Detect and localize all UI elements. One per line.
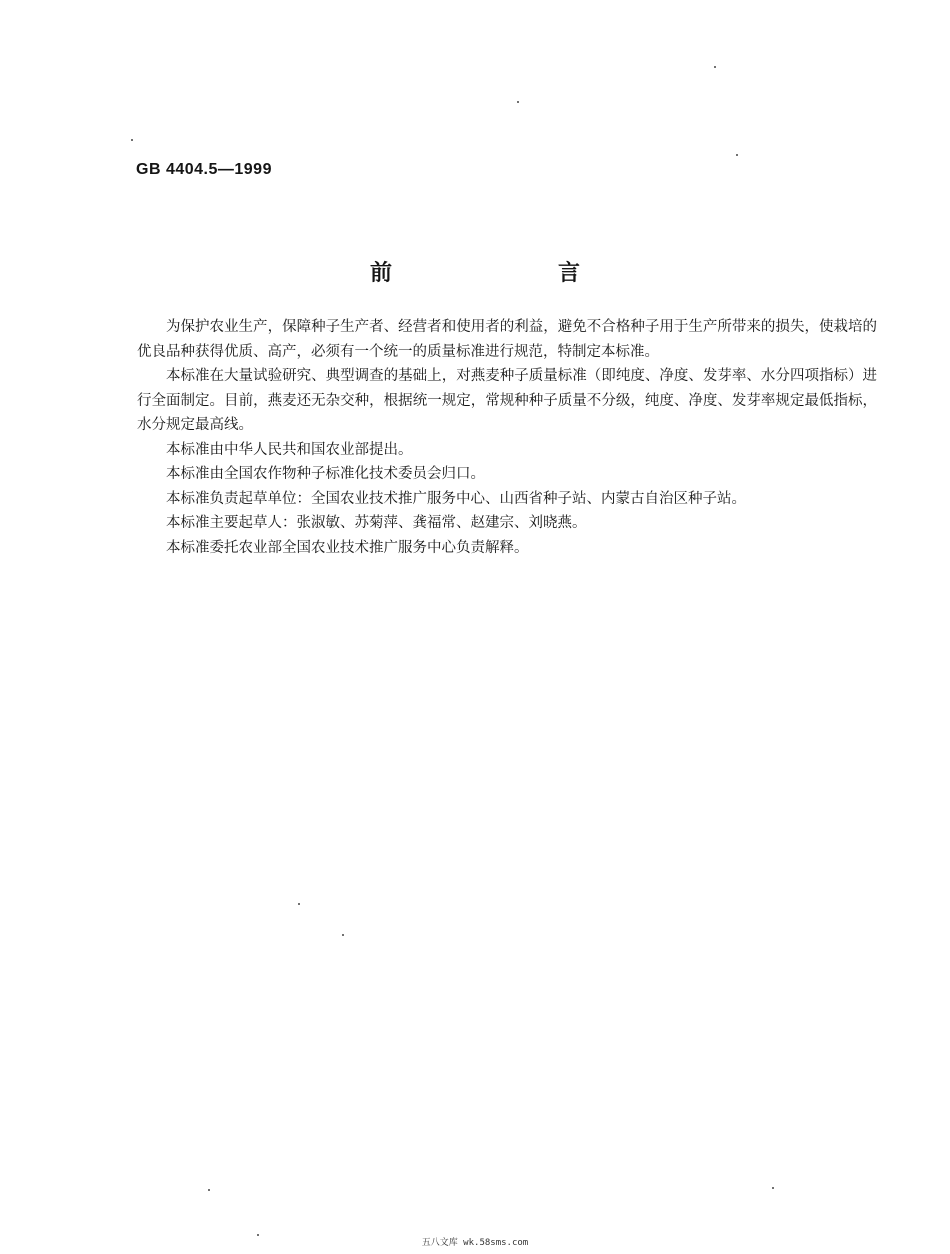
- paragraph-basis: 本标准在大量试验研究、典型调查的基础上，对燕麦种子质量标准（即纯度、净度、发芽率、水分四项指标）进行全面制定。目前，燕麦还无杂交种，根据统一规定，常规种种子质量不分级，纯度、净度、发芽率规定最低指标，水分规定最高线。: [137, 368, 877, 433]
- scan-speck: [342, 934, 344, 936]
- footer-watermark: 五八文库 wk.58sms.com: [421, 1238, 529, 1248]
- paragraph-interpretation: 本标准委托农业部全国农业技术推广服务中心负责解释。: [166, 539, 529, 556]
- scan-speck: [257, 1234, 259, 1236]
- foreword-body: [137, 315, 877, 560]
- scan-speck: [298, 903, 300, 905]
- paragraph-drafters: 本标准主要起草人：张淑敏、苏菊萍、龚福常、赵建宗、刘晓燕。: [166, 515, 587, 531]
- page-title: 前 言: [369, 261, 652, 286]
- paragraph-drafting-units: 本标准负责起草单位：全国农业技术推广服务中心、山西省种子站、内蒙古自治区种子站。: [166, 490, 746, 507]
- scan-speck: [772, 1187, 774, 1189]
- paragraph-proposer: 本标准由中华人民共和国农业部提出。: [166, 441, 413, 458]
- paragraph-purpose: 为保护农业生产，保障种子生产者、经营者和使用者的利益，避免不合格种子用于生产所带来的损失，使栽培的优良品种获得优质、高产，必须有一个统一的质量标准进行规范，特制定本标准。: [137, 319, 877, 360]
- scan-speck: [131, 139, 133, 141]
- scan-speck: [208, 1189, 210, 1191]
- scan-speck: [517, 101, 519, 103]
- scan-speck: [714, 66, 716, 68]
- scan-speck: [736, 154, 738, 156]
- paragraph-administration: 本标准由全国农作物种子标准化技术委员会归口。: [166, 466, 485, 482]
- standard-code: GB 4404.5—1999: [136, 161, 272, 178]
